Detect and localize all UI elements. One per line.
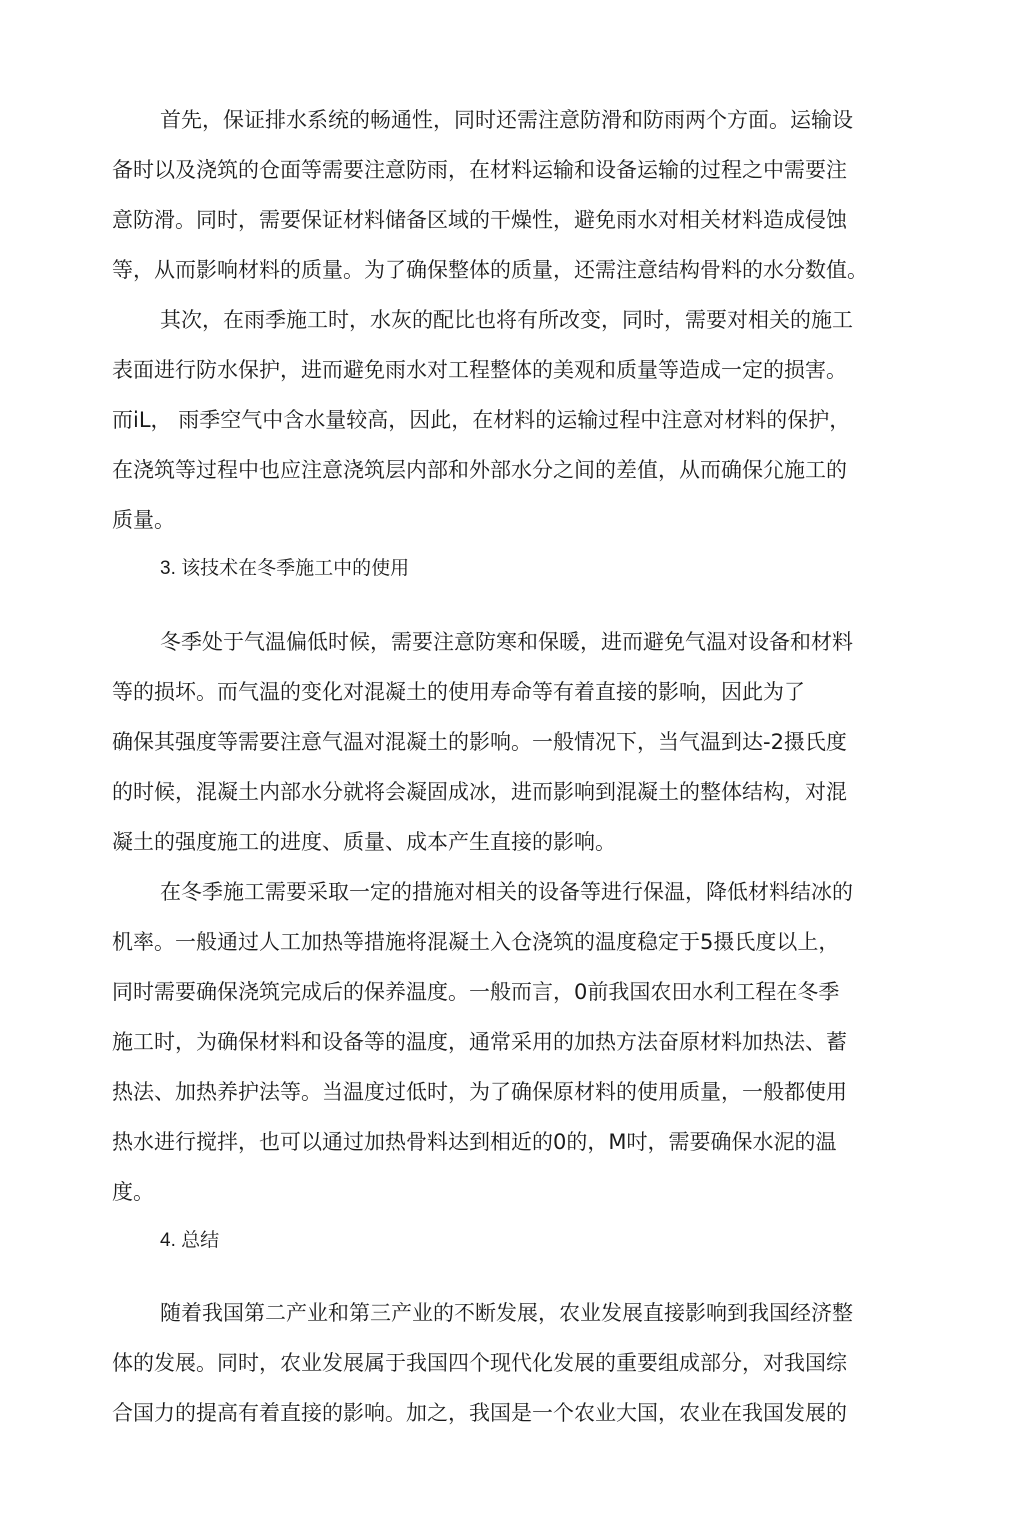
paragraph-4-line-3: 同时需要确保浇筑完成后的保养温度。一般而言，0前我国农田水利工程在冬季 [112,980,840,1004]
paragraph-4-line-1: 在冬季施工需要采取一定的措施对相关的设备等进行保温，降低材料结冰的 [160,880,853,904]
paragraph-4-line-2: 机率。一般通过人工加热等措施将混凝土入仓浇筑的温度稳定于5摄氏度以上， [112,930,840,954]
paragraph-4-line-6: 热水进行搅拌，也可以通过加热骨料达到相近的0的，M吋，需要确保水泥的温 [112,1130,837,1154]
paragraph-1-line-4: 等，从而影响材料的质量。为了确保整体的质量，还需注意结构骨料的水分数值。 [112,258,868,282]
paragraph-4-line-4: 施工时，为确保材料和设备等的温度，通常采用的加热方法奋原材料加热法、蓄 [112,1030,847,1054]
paragraph-3-line-2: 等的损坏。而气温的变化对混凝土的使用寿命等有着直接的影响，因此为了 [112,680,805,704]
paragraph-2-line-5: 质量。 [112,508,175,532]
paragraph-3-line-3: 确保其强度等需要注意气温对混凝土的影响。一般情况下，当气温到达-2摄氏度 [112,730,847,754]
section-heading-4: 4. 总结 [160,1230,220,1251]
paragraph-1-line-3: 意防滑。同时，需要保证材料储备区域的干燥性，避免雨水对相关材料造成侵蚀 [112,208,847,232]
paragraph-2-line-3: 而iL， 雨季空气中含水量较高，因此，在材料的运输过程中注意对材料的保护， [112,408,851,432]
paragraph-3-line-5: 凝土的强度施工的进度、质量、成本产生直接的影响。 [112,830,616,854]
paragraph-4-line-5: 热法、加热养护法等。当温度过低时，为了确保原材料的使用质量，一般都使用 [112,1080,847,1104]
paragraph-5-line-2: 体的发展。同时，农业发展属于我国四个现代化发展的重要组成部分，对我国综 [112,1351,847,1375]
paragraph-4-line-7: 度。 [112,1180,154,1204]
paragraph-1-line-2: 备时以及浇筑的仓面等需要注意防雨，在材料运输和设备运输的过程之中需要注 [112,158,847,182]
paragraph-5-line-1: 随着我国第二产业和第三产业的不断发展，农业发展直接影响到我国经济整 [160,1301,853,1325]
section-heading-3: 3. 该技术在冬季施工中的使用 [160,558,410,579]
paragraph-2-line-2: 表面进行防水保护，进而避免雨水对工程整体的美观和质量等造成一定的损害。 [112,358,847,382]
paragraph-2-line-4: 在浇筑等过程中也应注意浇筑层内部和外部水分之间的差值，从而确保尣施工的 [112,458,847,482]
paragraph-2-line-1: 其次，在雨季施工时，水灰的配比也将有所改变，同时，需要对相关的施工 [160,308,853,332]
paragraph-3-line-4: 的时候，混凝土内部水分就将会凝固成冰，进而影响到混凝土的整体结构，对混 [112,780,847,804]
paragraph-5-line-3: 合国力的提高有着直接的影响。加之，我国是一个农业大国，农业在我国发展的 [112,1401,847,1425]
paragraph-3-line-1: 冬季处于气温偏低时候，需要注意防寒和保暖，进而避免气温对设备和材料 [160,630,853,654]
paragraph-1-line-1: 首先，保证排水系统的畅通性，同时还需注意防滑和防雨两个方面。运输设 [160,108,853,132]
